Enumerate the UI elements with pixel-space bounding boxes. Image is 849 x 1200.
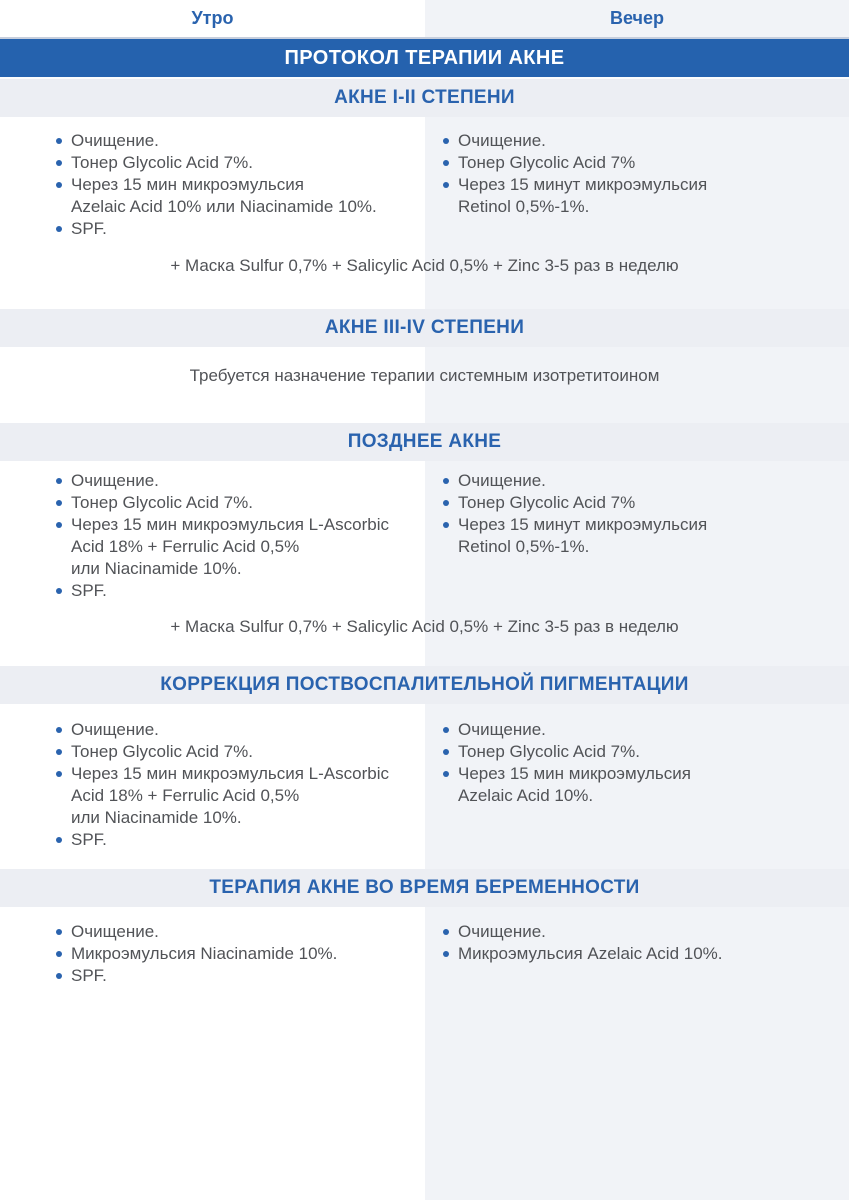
treatment-item-continuation: Azelaic Acid 10%. <box>458 786 594 805</box>
morning-column <box>0 130 425 240</box>
evening-column <box>425 719 849 851</box>
treatment-item: SPF. <box>56 218 425 240</box>
evening-column <box>425 921 849 987</box>
treatment-item: Микроэмульсия Niacinamide 10%. <box>56 943 425 965</box>
treatment-item: SPF. <box>56 829 425 851</box>
section-content-pigmentation <box>0 704 849 851</box>
treatment-item: Очищение. <box>56 921 425 943</box>
morning-treatments-list <box>56 921 425 987</box>
column-headers-row <box>0 0 849 37</box>
morning-column <box>0 921 425 987</box>
treatment-item: Тонер Glycolic Acid 7% <box>443 492 849 514</box>
section-heading-acne-1-2: АКНЕ I-II СТЕПЕНИ <box>0 79 849 117</box>
section-content-late-acne <box>0 461 849 602</box>
morning-column <box>0 719 425 851</box>
section-heading-pigmentation: КОРРЕКЦИЯ ПОСТВОСПАЛИТЕЛЬНОЙ ПИГМЕНТАЦИИ <box>0 666 849 704</box>
page-title: ПРОТОКОЛ ТЕРАПИИ АКНЕ <box>0 37 849 79</box>
treatment-item: Через 15 минут микроэмульсия <box>443 174 849 196</box>
treatment-item-continuation: Retinol 0,5%-1%. <box>458 537 590 556</box>
systemic-therapy-note: Требуется назначение терапии системным изотретитоином <box>189 366 660 385</box>
treatment-item: Очищение. <box>443 130 849 152</box>
treatment-item: Микроэмульсия Azelaic Acid 10%. <box>443 943 849 965</box>
morning-treatments-list <box>56 470 425 602</box>
evening-column <box>425 130 849 240</box>
treatment-item: Тонер Glycolic Acid 7% <box>443 152 849 174</box>
treatment-item-continuation: или Niacinamide 10%. <box>71 559 242 578</box>
morning-treatments-list <box>56 719 425 851</box>
section-content-pregnancy <box>0 907 849 987</box>
treatment-item: Через 15 мин микроэмульсия L-Ascorbic <box>56 763 425 785</box>
treatment-item-continuation: Acid 18% + Ferrulic Acid 0,5% <box>71 537 300 556</box>
mask-note: + Маска Sulfur 0,7% + Salicylic Acid 0,5% + Zinc 3-5 раз в неделю <box>170 256 679 275</box>
treatment-item: Тонер Glycolic Acid 7%. <box>56 152 425 174</box>
treatment-item: Тонер Glycolic Acid 7%. <box>443 741 849 763</box>
treatment-item: Через 15 мин микроэмульсия <box>56 174 425 196</box>
evening-treatments-list <box>443 470 849 558</box>
treatment-item: Через 15 мин микроэмульсия L-Ascorbic <box>56 514 425 536</box>
treatment-item: SPF. <box>56 580 425 602</box>
treatment-item: Очищение. <box>56 470 425 492</box>
treatment-item-continuation: Azelaic Acid 10% или Niacinamide 10%. <box>71 197 377 216</box>
treatment-item: Очищение. <box>56 719 425 741</box>
treatment-item-continuation: или Niacinamide 10%. <box>71 808 242 827</box>
section-heading-pregnancy: ТЕРАПИЯ АКНЕ ВО ВРЕМЯ БЕРЕМЕННОСТИ <box>0 869 849 907</box>
section-heading-late-acne: ПОЗДНЕЕ АКНЕ <box>0 423 849 461</box>
treatment-item: Тонер Glycolic Acid 7%. <box>56 492 425 514</box>
section-heading-acne-3-4: АКНЕ III-IV СТЕПЕНИ <box>0 309 849 347</box>
evening-treatments-list <box>443 130 849 218</box>
column-header-morning: Утро <box>191 8 234 28</box>
column-header-evening: Вечер <box>609 8 665 28</box>
treatment-item: Очищение. <box>443 719 849 741</box>
treatment-item: Очищение. <box>443 921 849 943</box>
treatment-item: Очищение. <box>56 130 425 152</box>
treatment-item-continuation: Acid 18% + Ferrulic Acid 0,5% <box>71 786 300 805</box>
section-content-acne-1-2 <box>0 117 849 240</box>
morning-treatments-list <box>56 130 425 240</box>
treatment-item-continuation: Retinol 0,5%-1%. <box>458 197 590 216</box>
treatment-item: Через 15 минут микроэмульсия <box>443 514 849 536</box>
morning-column <box>0 470 425 602</box>
evening-treatments-list <box>443 719 849 807</box>
treatment-item: Тонер Glycolic Acid 7%. <box>56 741 425 763</box>
evening-column <box>425 470 849 602</box>
evening-treatments-list <box>443 921 849 965</box>
mask-note: + Маска Sulfur 0,7% + Salicylic Acid 0,5% + Zinc 3-5 раз в неделю <box>170 617 679 636</box>
treatment-item: Через 15 мин микроэмульсия <box>443 763 849 785</box>
treatment-item: SPF. <box>56 965 425 987</box>
treatment-item: Очищение. <box>443 470 849 492</box>
